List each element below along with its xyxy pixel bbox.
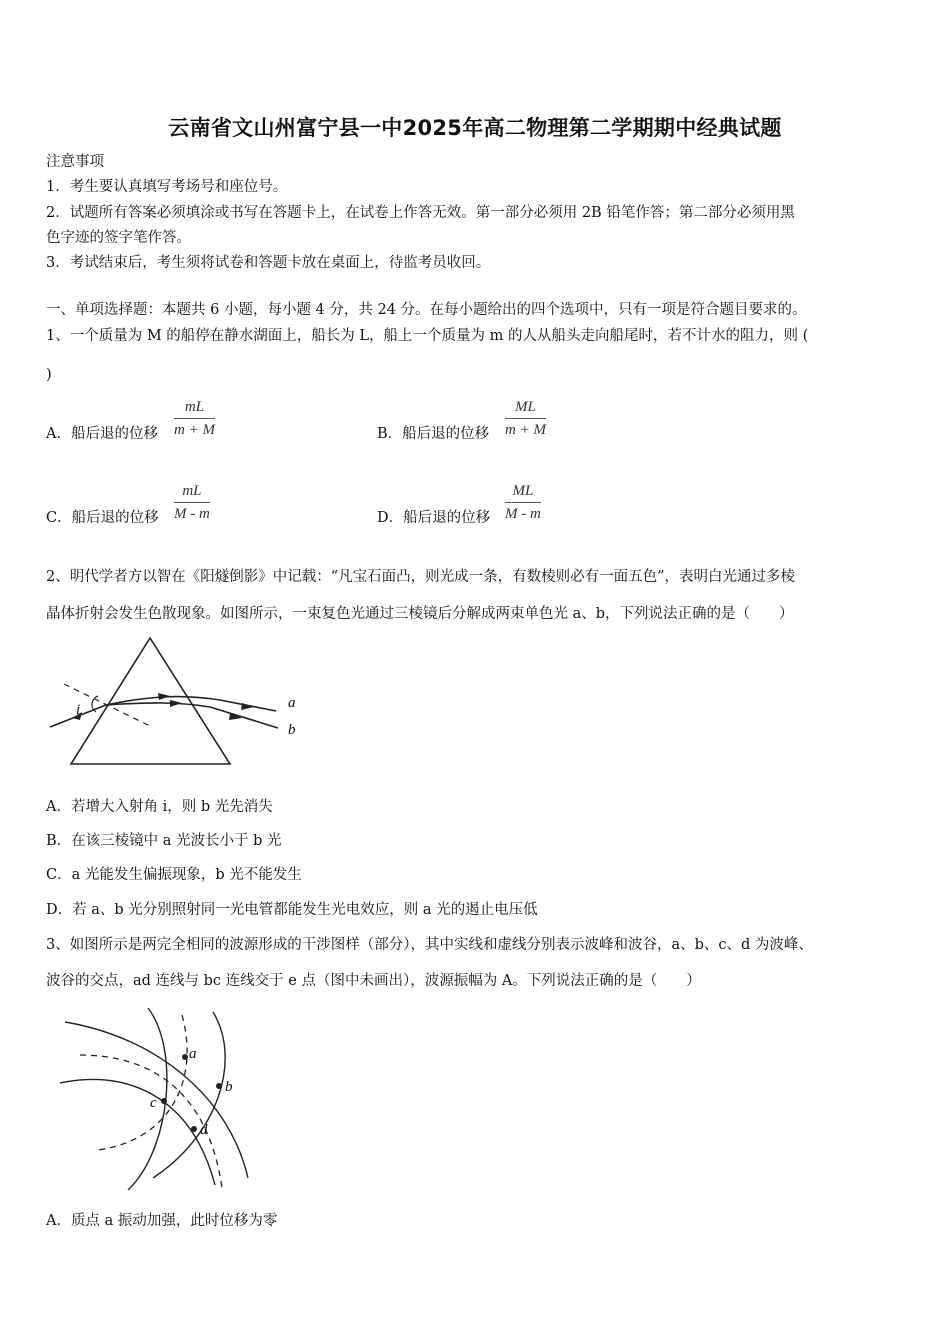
point-c — [161, 1098, 167, 1104]
point-a — [182, 1054, 188, 1060]
q2-option-c: C．a 光能发生偏振现象，b 光不能发生 — [46, 867, 302, 883]
q1-option-c-label: C．船后退的位移 — [46, 510, 159, 526]
prism-figure — [40, 630, 320, 775]
crest-arc-1 — [60, 1079, 215, 1185]
q1-option-c-num: mL — [174, 483, 210, 503]
page-title: 云南省文山州富宁县一中2025年高二物理第二学期期中经典试题 — [168, 116, 782, 140]
label-a: a — [288, 695, 296, 711]
label-i: i — [76, 702, 81, 718]
label-point-a: a — [189, 1046, 197, 1062]
q1-option-c-fraction — [174, 483, 210, 523]
q1-option-b-num: ML — [505, 399, 546, 419]
trough-arc-2 — [98, 1015, 187, 1150]
q1-option-b-label: B．船后退的位移 — [377, 426, 490, 442]
q2-option-d: D．若 a、b 光分别照射同一光电管都能发生光电效应，则 a 光的遏止电压低 — [46, 902, 538, 918]
q1-option-a-fraction — [174, 399, 215, 439]
point-d — [191, 1126, 197, 1132]
point-b — [216, 1083, 222, 1089]
label-b: b — [288, 722, 296, 738]
interference-figure — [50, 1000, 280, 1195]
q1-option-a-den: m + M — [174, 422, 215, 438]
q3-stem: 3、如图所示是两完全相同的波源形成的干涉图样（部分），其中实线和虚线分别表示波峰和波谷，a、b、c、d 为波峰、 — [46, 937, 813, 953]
notice-item-2-cont: 色字迹的签字笔作答。 — [46, 230, 191, 246]
label-point-c: c — [150, 1095, 157, 1111]
q1-option-d-label: D．船后退的位移 — [377, 510, 491, 526]
crest-arc-2 — [128, 1008, 167, 1190]
q1-option-d-fraction — [505, 483, 541, 523]
q2-option-a: A．若增大入射角 i，则 b 光先消失 — [46, 799, 273, 815]
q1-option-a-label: A．船后退的位移 — [46, 426, 158, 442]
q1-stem-end: ) — [46, 367, 52, 383]
notice-item-3: 3．考试结束后，考生须将试卷和答题卡放在桌面上，待监考员收回。 — [46, 255, 491, 271]
notice-item-2: 2．试题所有答案必须填涂或书写在答题卡上，在试卷上作答无效。第一部分必须用 2B 铅笔作答；第二部分必须用黑 — [46, 205, 795, 221]
q2-stem-cont: 晶体折射会发生色散现象。如图所示，一束复色光通过三棱镜后分解成两束单色光 a、b，下列说法正确的是（ ） — [46, 606, 794, 622]
notice-item-1: 1．考生要认真填写考场号和座位号。 — [46, 179, 288, 195]
label-point-d: d — [200, 1122, 208, 1138]
q1-stem: 1、一个质量为 M 的船停在静水湖面上，船长为 L，船上一个质量为 m 的人从船头走向船尾时，若不计水的阻力，则 ( — [46, 328, 809, 344]
q2-option-b: B．在该三棱镜中 a 光波长小于 b 光 — [46, 833, 282, 849]
q1-option-d-num: ML — [505, 483, 541, 503]
q3-stem-cont: 波谷的交点，ad 连线与 bc 连线交于 e 点（图中未画出），波源振幅为 A。下列说法正确的是（ ） — [46, 973, 701, 989]
notice-heading: 注意事项 — [46, 154, 104, 170]
q1-option-b-den: m + M — [505, 422, 546, 438]
q1-option-d-den: M - m — [505, 506, 541, 522]
q1-option-a-num: mL — [174, 399, 215, 419]
q1-option-b-fraction — [505, 399, 546, 439]
label-point-b: b — [225, 1079, 233, 1095]
prism-triangle — [71, 638, 230, 764]
section-heading: 一、单项选择题：本题共 6 小题，每小题 4 分，共 24 分。在每小题给出的四个选项中，只有一项是符合题目要求的。 — [46, 302, 807, 318]
q3-option-a: A．质点 a 振动加强，此时位移为零 — [46, 1213, 278, 1229]
q2-stem: 2、明代学者方以智在《阳燧倒影》中记载：“凡宝石面凸，则光成一条，有数棱则必有一面五色”，表明白光通过多棱 — [46, 569, 796, 585]
q1-option-c-den: M - m — [174, 506, 210, 522]
